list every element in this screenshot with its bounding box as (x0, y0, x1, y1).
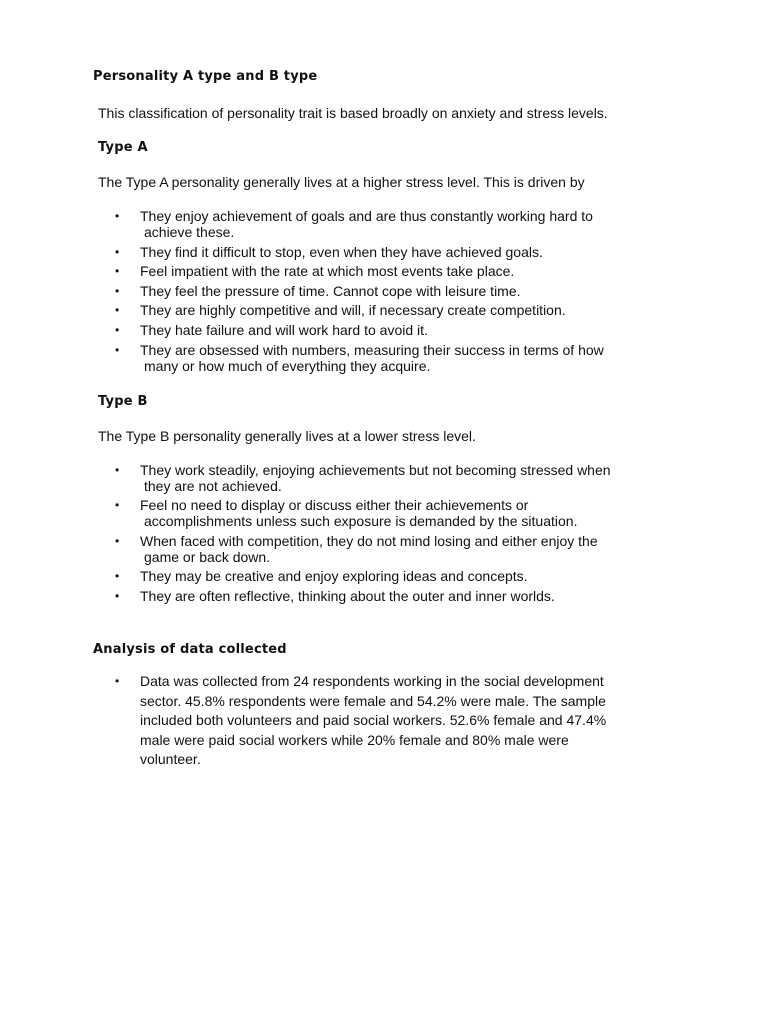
document-title: Personality A type and B type (93, 69, 318, 84)
bullet-icon: • (115, 303, 120, 318)
bullet-icon: • (115, 498, 120, 513)
type-b-list (115, 462, 675, 607)
bullet-icon: • (115, 244, 120, 259)
intro-paragraph: This classification of personality trait is based broadly on anxiety and stress levels. (98, 105, 608, 121)
list-item: • They find it difficult to stop, even when they have achieved goals. (115, 243, 543, 260)
list-item: • They feel the pressure of time. Cannot cope with leisure time. (115, 282, 521, 299)
list-item: • They are often reflective, thinking about the outer and inner worlds. (115, 587, 555, 604)
list-item: • They enjoy achievement of goals and are thus constantly working hard to achieve these. (115, 208, 593, 240)
bullet-icon: • (115, 463, 120, 477)
list-item: • Feel no need to display or discuss either their achievements or accomplishments unless such exposure is demanded by the situation. (115, 497, 578, 530)
bullet-icon: • (115, 674, 120, 688)
type-a-intro: The Type A personality generally lives at a higher stress level. This is driven by (98, 174, 585, 190)
list-item: • When faced with competition, they do not mind losing and either enjoy the game or back down. (115, 532, 598, 565)
analysis-list (115, 672, 675, 770)
list-item: • They hate failure and will work hard to avoid it. (115, 321, 428, 338)
bullet-icon: • (115, 322, 120, 337)
bullet-icon: • (115, 569, 120, 584)
type-b-heading: Type B (98, 394, 148, 409)
bullet-icon: • (115, 342, 120, 357)
bullet-icon: • (115, 533, 120, 548)
analysis-heading: Analysis of data collected (93, 642, 287, 657)
list-item: • Data was collected from 24 respondents working in the social development sector. 45.8% respondents were female and 54.2% were male. The sample included both volunteers and paid social workers. 52.6% female and 47.4% male were paid social workers while 20% female and 80% male were volunteer. (115, 673, 607, 767)
type-b-intro: The Type B personality generally lives at a lower stress level. (98, 428, 476, 444)
list-item: • They work steadily, enjoying achievements but not becoming stressed when they are not achieved. (115, 462, 611, 494)
type-a-list (115, 208, 675, 377)
bullet-icon: • (115, 209, 120, 223)
bullet-icon: • (115, 283, 120, 298)
list-item: • Feel impatient with the rate at which most events take place. (115, 263, 515, 280)
type-a-heading: Type A (98, 140, 148, 155)
list-item: • They may be creative and enjoy exploring ideas and concepts. (115, 568, 528, 585)
bullet-icon: • (115, 588, 120, 603)
list-item: • They are highly competitive and will, if necessary create competition. (115, 302, 566, 319)
bullet-icon: • (115, 264, 120, 279)
list-item: • They are obsessed with numbers, measuring their success in terms of how many or how much of everything they acquire. (115, 341, 604, 374)
